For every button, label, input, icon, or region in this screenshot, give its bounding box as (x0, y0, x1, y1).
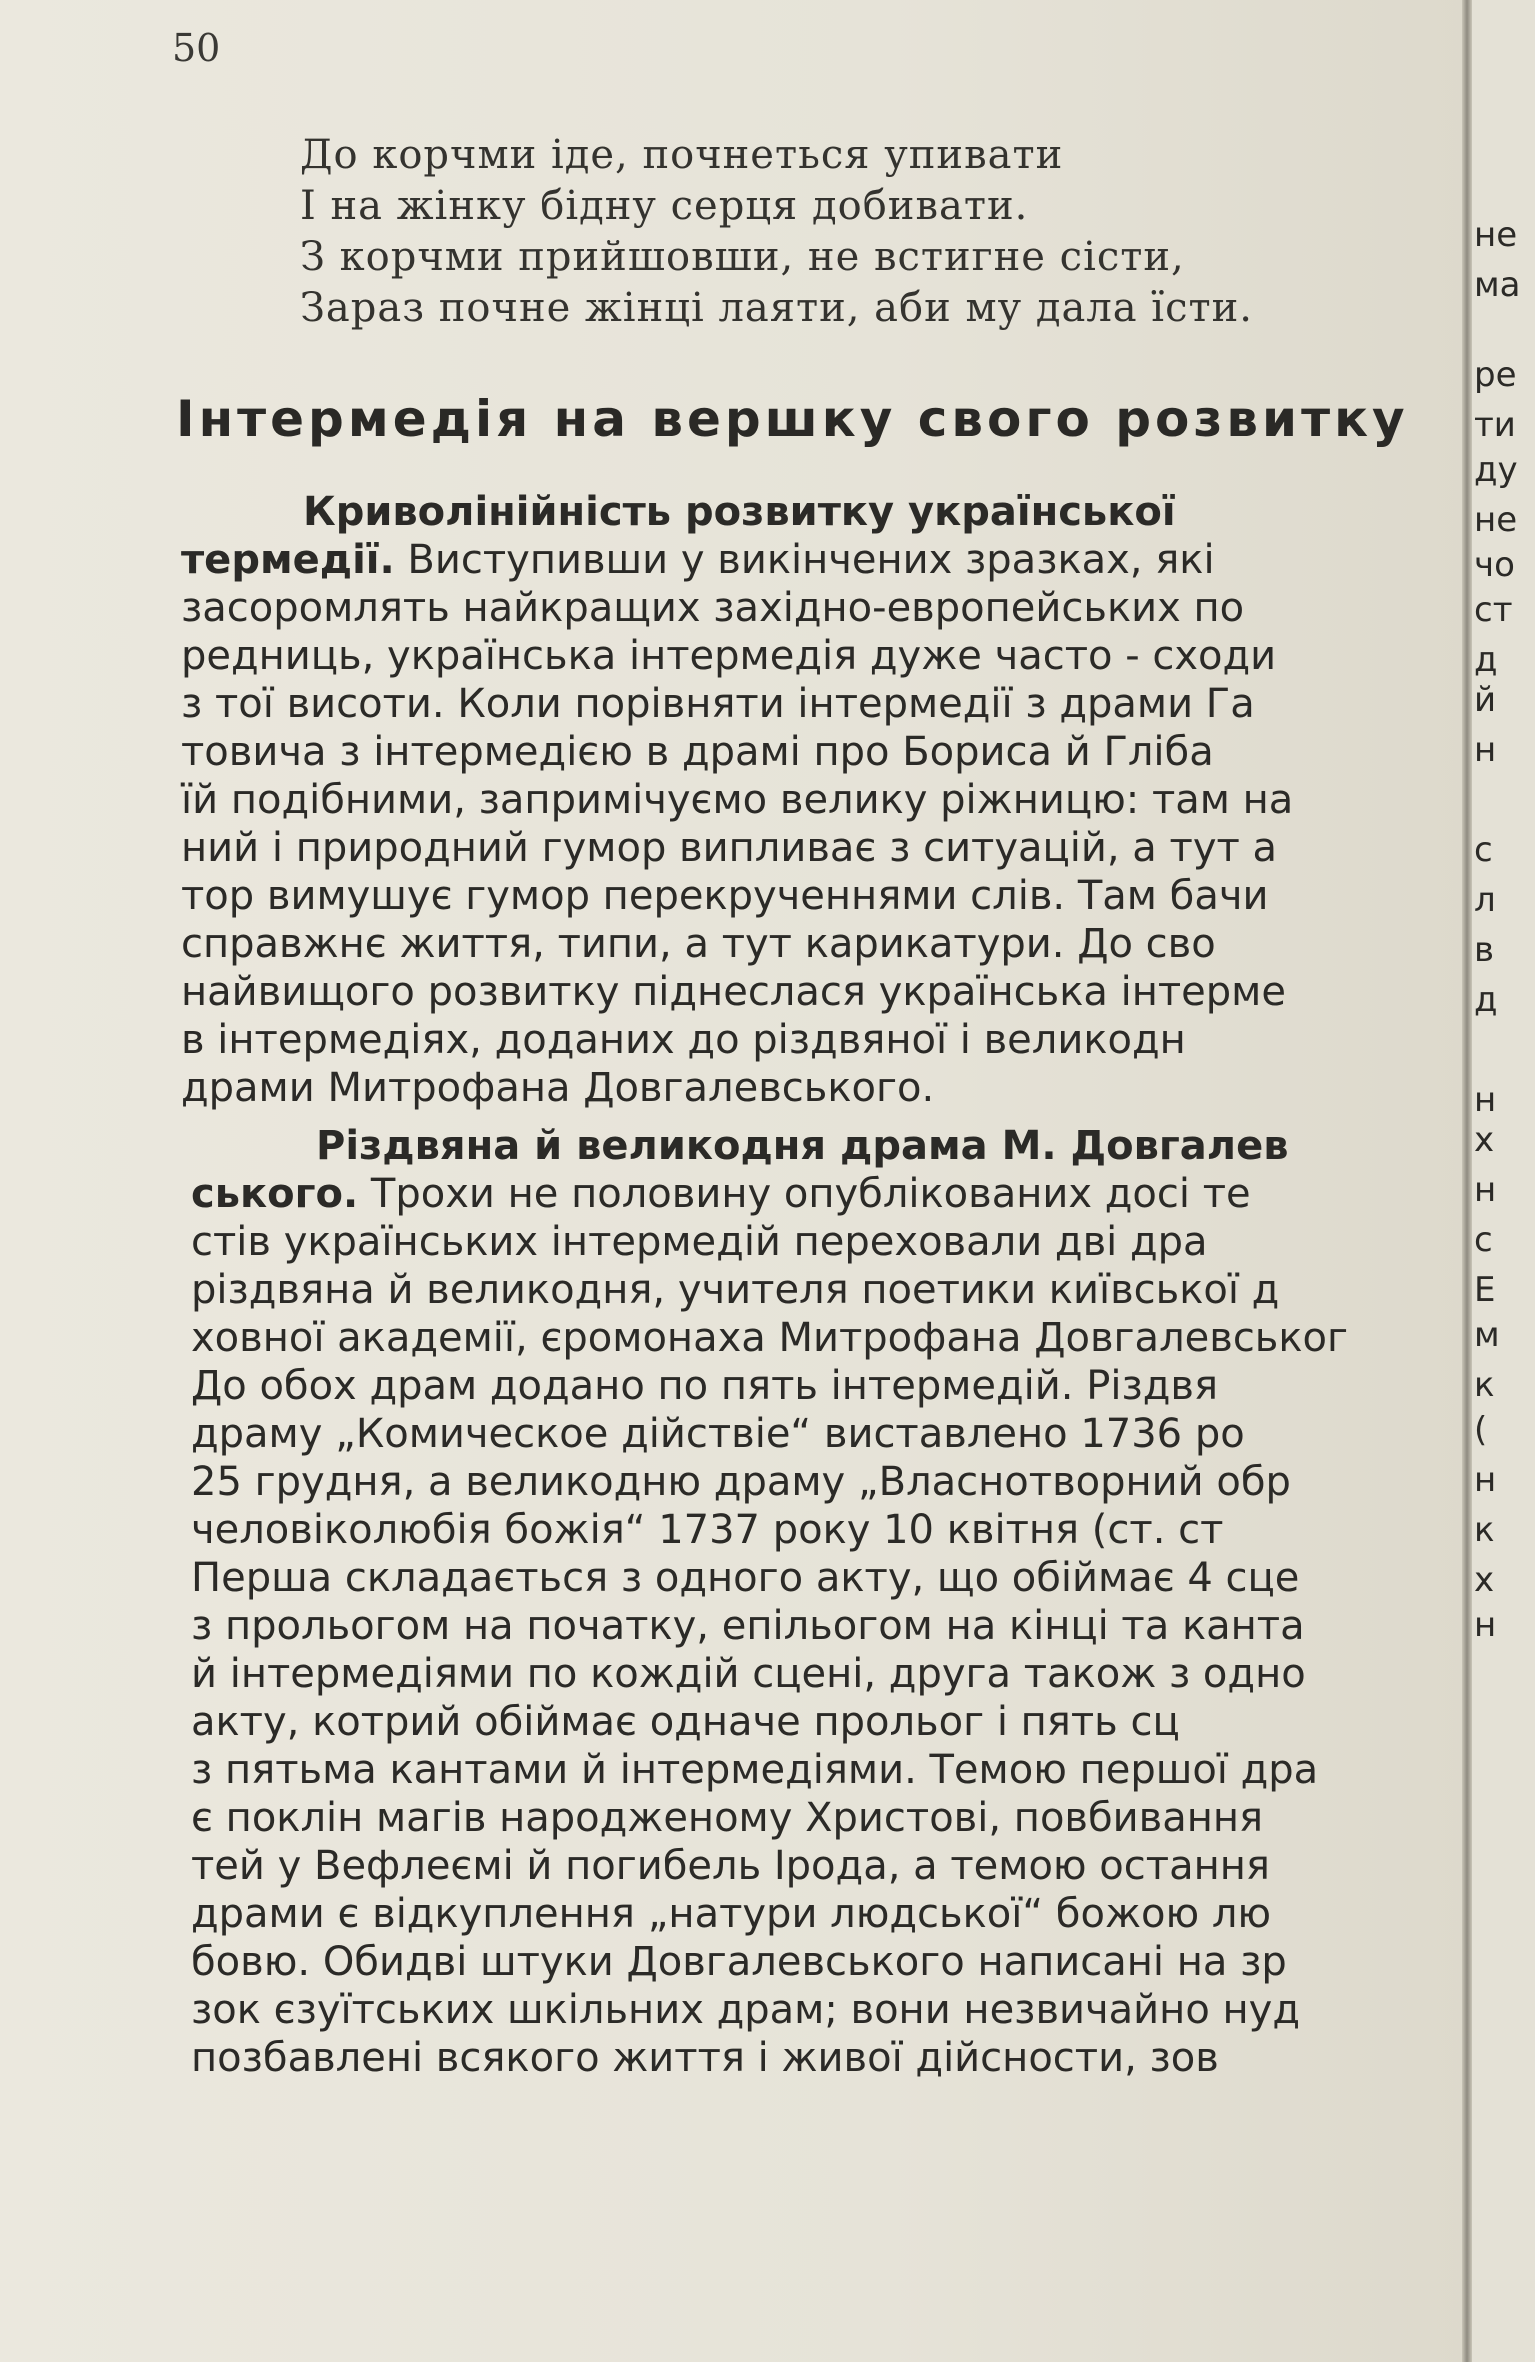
poem-line: До корчми іде, почнеться упивати (300, 132, 1064, 178)
edge-text-fragment: Е (1474, 1270, 1496, 1310)
edge-text-fragment: не (1474, 500, 1518, 540)
edge-text-fragment: к (1474, 1365, 1495, 1405)
edge-text-fragment: н (1474, 1605, 1497, 1645)
text-line (191, 1171, 1251, 1217)
edge-text-fragment: л (1474, 880, 1496, 920)
line-text: Перша складається з одного акту, що обіймає 4 сце (191, 1555, 1300, 1601)
text-line (191, 2035, 1219, 2081)
text-line (191, 1987, 1300, 2033)
adjacent-page-edge (1472, 0, 1535, 2362)
line-text: редниць, українська інтермедія дуже часто - сходи (181, 633, 1277, 679)
text-line (191, 1459, 1291, 1505)
line-text: найвищого розвитку піднеслася українська інтерме (181, 969, 1286, 1015)
paragraph-heading: Криволінійність розвитку української (303, 489, 1176, 535)
edge-text-fragment: н (1474, 1080, 1497, 1120)
line-text: стів українських інтермедій переховали дві дра (191, 1219, 1208, 1265)
line-text: з прольогом на початку, епільогом на кінці та канта (191, 1603, 1305, 1649)
line-text: зок єзуїтських шкільних драм; вони незвичайно нуд (191, 1987, 1300, 2033)
text-line (181, 537, 1215, 583)
line-text: тор вимушує гумор перекрученнями слів. Там бачи (181, 873, 1269, 919)
line-text: є поклін магів народженому Христові, повбивання (191, 1795, 1264, 1841)
edge-text-fragment: ( (1474, 1410, 1488, 1450)
text-line (191, 1891, 1272, 1937)
line-text: справжнє життя, типи, а тут карикатури. До сво (181, 921, 1216, 967)
inline-heading: термедії. (181, 537, 395, 583)
line-text: Виступивши у викінчених зразках, які (394, 537, 1215, 583)
text-line (191, 1507, 1224, 1553)
edge-text-fragment: ст (1474, 590, 1513, 630)
edge-text-fragment: с (1474, 1220, 1493, 1260)
text-line (191, 1315, 1349, 1361)
text-line (181, 1017, 1186, 1063)
line-text: бовю. Обидві штуки Довгалевського написані на зр (191, 1939, 1287, 1985)
poem-line: І на жінку бідну серця добивати. (300, 183, 1029, 229)
text-line (181, 825, 1278, 871)
line-text: драму „Комическое дійствіе“ виставлено 1736 ро (191, 1411, 1245, 1457)
edge-text-fragment: ти (1474, 405, 1516, 445)
text-line (191, 1603, 1305, 1649)
text-line (191, 1939, 1287, 1985)
edge-text-fragment: д (1474, 640, 1498, 680)
text-line (181, 729, 1214, 775)
text-line (181, 873, 1269, 919)
edge-text-fragment: х (1474, 1120, 1495, 1160)
page-number: 50 (172, 26, 221, 70)
edge-text-fragment: х (1474, 1560, 1495, 1600)
edge-text-fragment: н (1474, 1170, 1497, 1210)
line-text: їй подібними, запримічуємо велику ріжницю: там на (181, 777, 1294, 823)
section-title: Інтермедія на вершку свого розвитку (176, 390, 1409, 448)
line-text: різдвяна й великодня, учителя поетики київської д (191, 1267, 1280, 1313)
text-line (191, 1267, 1280, 1313)
edge-text-fragment: н (1474, 730, 1497, 770)
text-line (191, 1555, 1300, 1601)
text-line (191, 1795, 1264, 1841)
poem-line: Зараз почне жінці лаяти, аби му дала їсти. (300, 285, 1253, 331)
text-line (191, 1747, 1319, 1793)
line-text: акту, котрий обіймає одначе прольог і пять сц (191, 1699, 1180, 1745)
edge-text-fragment: д (1474, 980, 1498, 1020)
line-text: засоромлять найкращих західно-европейських по (181, 585, 1245, 631)
edge-text-fragment: м (1474, 1315, 1500, 1355)
line-text: з тої висоти. Коли порівняти інтермедії з драми Га (181, 681, 1255, 727)
line-text: з пятьма кантами й інтермедіями. Темою першої дра (191, 1747, 1319, 1793)
edge-text-fragment: й (1474, 680, 1497, 720)
line-text: тей у Вефлеємі й погибель Ірода, а темою остання (191, 1843, 1270, 1889)
edge-text-fragment: чо (1474, 545, 1515, 585)
text-line (191, 1219, 1208, 1265)
edge-text-fragment: ду (1474, 450, 1518, 490)
text-line (181, 1065, 935, 1111)
paragraph-heading: Різдвяна й великодня драма М. Довгалев (316, 1123, 1289, 1169)
line-text: ховної академії, єромонаха Митрофана Довгалевськог (191, 1315, 1349, 1361)
line-text: До обох драм додано по пять інтермедій. Різдвя (191, 1363, 1219, 1409)
line-text: позбавлені всякого життя і живої дійсности, зов (191, 2035, 1219, 2081)
edge-text-fragment: к (1474, 1510, 1495, 1550)
edge-text-fragment: н (1474, 1460, 1497, 1500)
edge-text-fragment: в (1474, 930, 1495, 970)
edge-text-fragment: ре (1474, 355, 1517, 395)
edge-text-fragment: ма (1474, 265, 1521, 305)
line-text: драми Митрофана Довгалевського. (181, 1065, 935, 1111)
edge-text-fragment: с (1474, 830, 1493, 870)
text-line (181, 633, 1277, 679)
line-text: Трохи не половину опублікованих досі те (358, 1171, 1251, 1217)
text-line (191, 1699, 1180, 1745)
poem-verse (300, 130, 1253, 334)
line-text: в інтермедіях, доданих до різдвяної і великодн (181, 1017, 1186, 1063)
text-line (191, 1843, 1270, 1889)
text-line (181, 969, 1286, 1015)
poem-line: З корчми прийшовши, не встигне сісти, (300, 234, 1185, 280)
line-text: товича з інтермедією в драмі про Бориса й Гліба (181, 729, 1214, 775)
line-text: драми є відкуплення „натури людської“ божою лю (191, 1891, 1272, 1937)
text-line (181, 777, 1294, 823)
line-text: ний і природний гумор випливає з ситуацій, а тут а (181, 825, 1278, 871)
text-line (191, 1651, 1306, 1697)
line-text: человіколюбія божія“ 1737 року 10 квітня (ст. ст (191, 1507, 1224, 1553)
inline-heading: ського. (191, 1171, 359, 1217)
text-line (181, 921, 1216, 967)
line-text: 25 грудня, а великодню драму „Власнотворний обр (191, 1459, 1291, 1505)
book-gutter (1462, 0, 1472, 2362)
line-text: й інтермедіями по кождій сцені, друга також з одно (191, 1651, 1306, 1697)
text-line (191, 1363, 1219, 1409)
text-line (181, 681, 1255, 727)
text-line (191, 1411, 1245, 1457)
edge-text-fragment: не (1474, 215, 1518, 255)
text-line (181, 585, 1245, 631)
